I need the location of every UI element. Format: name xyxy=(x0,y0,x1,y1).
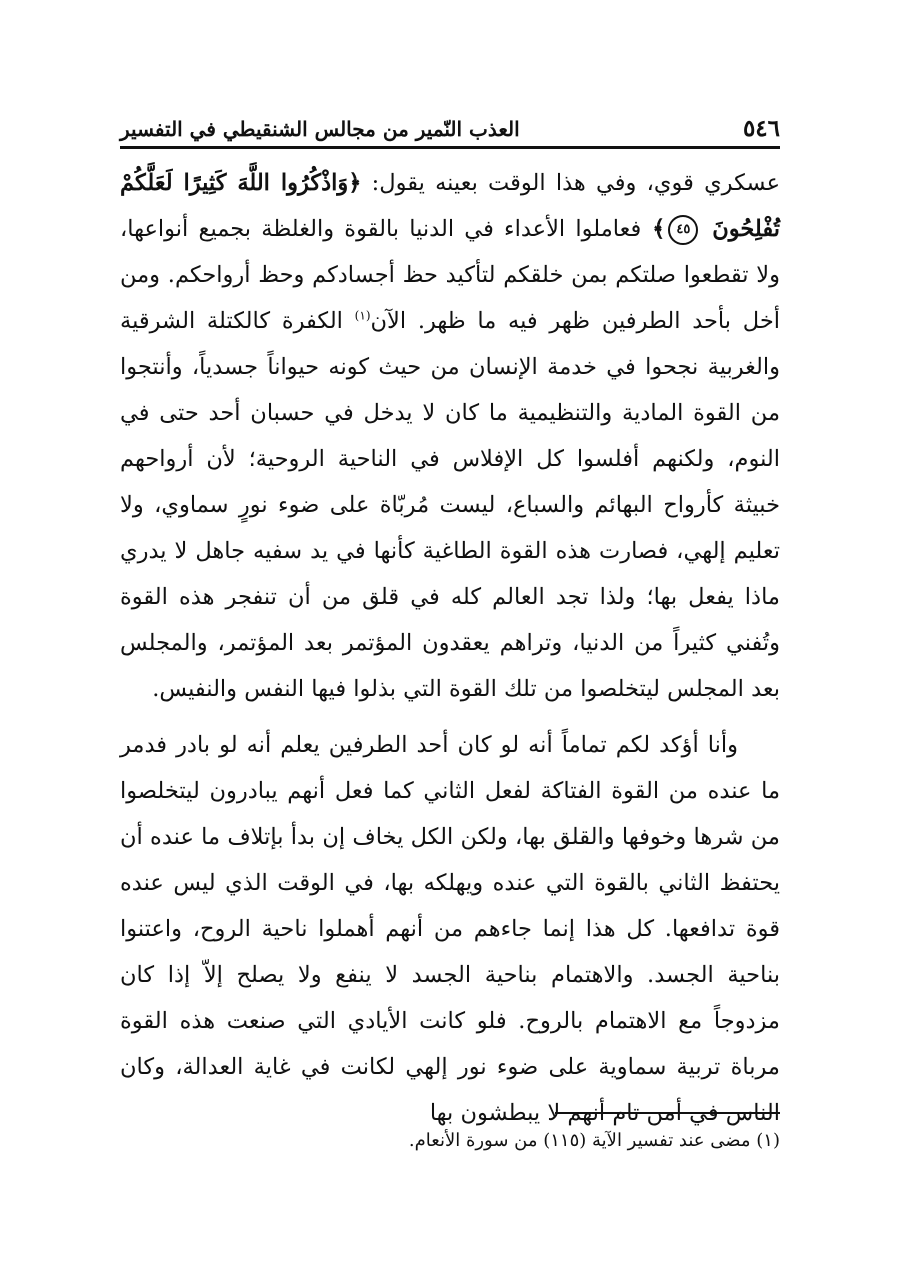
running-title: العذب النّمير من مجالس الشنقيطي في التفسير xyxy=(120,117,520,141)
body-text xyxy=(120,160,780,1136)
page-number: ٥٤٦ xyxy=(742,115,780,142)
paragraph-1 xyxy=(120,160,780,712)
paragraph-1-body: فعاملوا الأعداء في الدنيا بالقوة والغلظة بجميع أنواعها، ولا تقطعوا صلتكم بمن خلقكم لتأكيد حظ أجسادكم وحظ أرواحكم. ومن أخل بأحد الطرفين ظهر فيه ما ظهر. الآن xyxy=(120,216,780,334)
footnote-reference[interactable]: (١) xyxy=(354,308,371,323)
header-rule xyxy=(120,146,780,149)
footnote-marker: (١) xyxy=(756,1130,780,1151)
quran-open-bracket: ﴿ xyxy=(348,170,362,196)
footnote-rule xyxy=(555,1112,780,1114)
footnote-text: مضى عند تفسير الآية (١١٥) من سورة الأنعام. xyxy=(408,1130,751,1151)
footnote xyxy=(300,1126,780,1156)
page-header xyxy=(120,104,780,144)
quran-close-bracket: ﴾ xyxy=(652,216,666,242)
ayah-number-marker: ٤٥ xyxy=(668,215,698,245)
paragraph-1-continuation: الكفرة كالكتلة الشرقية والغربية نجحوا في خدمة الإنسان من حيث كونه حيواناً جسدياً، وأنتجوا من القوة المادية والتنظيمية ما كان لا يدخل في حسبان أحد حتى في النوم، ولكنهم أفلسوا كل الإفلاس في الناحية الروحية؛ لأن أرواحهم خبيثة كأرواح البهائم والسباع، ليست مُربّاة على ضوء نورٍ سماوي، ولا تعليم إلهي، فصارت هذه القوة الطاغية كأنها في يد سفيه جاهل لا يدري ماذا يفعل بها؛ ولذا تجد العالم كله في قلق من أن تنفجر هذه القوة وتُفني كثيراً من الدنيا، وتراهم يعقدون المؤتمر بعد المؤتمر، والمجلس بعد المجلس ليتخلصوا من تلك القوة التي بذلوا فيها النفس والنفيس. xyxy=(120,308,780,702)
paragraph-1-intro: عسكري قوي، وفي هذا الوقت بعينه يقول: xyxy=(371,170,781,196)
paragraph-2: وأنا أؤكد لكم تماماً أنه لو كان أحد الطرفين يعلم أنه لو بادر فدمر ما عنده من القوة الفتاكة لفعل الثاني كما فعل أنهم يبادرون ليتخلصوا من شرها وخوفها والقلق بها، ولكن الكل يخاف إن بدأ بإتلاف ما عنده أن يحتفظ الثاني بالقوة التي عنده ويهلكه بها، في الوقت الذي ليس عنده قوة تدافعها. كل هذا إنما جاءهم من أنهم أهملوا ناحية الروح، واعتنوا بناحية الجسد. والاهتمام بناحية الجسد لا ينفع ولا يصلح إلاّ إذا كان مزدوجاً مع الاهتمام بالروح. فلو كانت الأيادي التي صنعت هذه القوة مرباة تربية سماوية على ضوء نور إلهي لكانت في غاية العدالة، وكان الناس في أمن تام أنهم لا يبطشون بها xyxy=(120,732,780,1126)
quran-verse-text: وَاذْكُرُوا اللَّهَ كَثِيرًا لَعَلَّكُمْ تُفْلِحُونَ xyxy=(120,170,781,242)
